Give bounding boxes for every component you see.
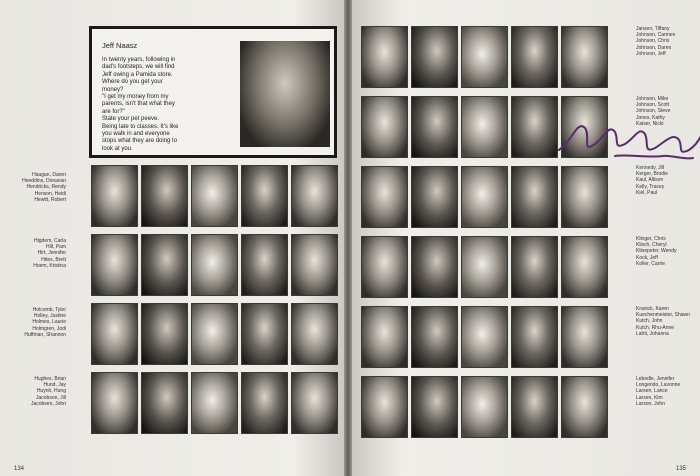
right-names-row-2: Johnson, Mike Johnson, Scott Johnson, Steve Jones, Kathy Kaiser, Nicki [636,96,671,127]
page-number-right: 135 [676,466,687,472]
left-names-row-1: Haugan, Daren Heeddins, Donavan Hendricks, Rendy Henson, Heidi Hewitt, Robert [22,172,66,203]
student-portrait-photo [461,306,508,368]
book-gutter [344,0,352,476]
student-portrait-photo [411,236,458,298]
student-portrait-photo [361,376,408,438]
student-portrait-photo [411,26,458,88]
student-portrait-photo [411,166,458,228]
student-portrait-photo [191,165,238,227]
student-portrait-photo [291,165,338,227]
student-portrait-photo [361,236,408,298]
student-portrait-photo [461,26,508,88]
student-portrait-photo [241,234,288,296]
student-portrait-photo [91,372,138,434]
left-names-row-3: Holcomb, Tyler Holley, Justine Holmes, Laurie Holmgren, Jodi Huffman, Shannon [24,307,66,338]
student-portrait-photo [361,96,408,158]
right-names-row-3: Kennedy, Jill Kerger, Brodie Kaul, Allison Kelly, Tracey Kiel, Paul [636,165,668,196]
student-portrait-photo [141,303,188,365]
student-portrait-photo [291,234,338,296]
student-portrait-photo [461,96,508,158]
feature-box [89,26,337,158]
feature-title: Jeff Naasz [102,41,138,50]
student-portrait-photo [361,26,408,88]
student-portrait-photo [241,303,288,365]
student-portrait-photo [511,166,558,228]
right-names-row-1: Jansen, Tiffany Johnson, Carmen Johnson, Chris Johnson, Daren Johnson, Jeff [636,26,676,57]
student-portrait-photo [291,372,338,434]
right-names-row-5: Kranick, Karen Kuechenmeister, Shawn Kutch, John Kutch, Rhu-Anne Lahti, Johanna [636,306,690,337]
feature-quote: In twenty years, following in dad's footsteps, we will find Jeff owing a Pamida store. Where do you get your money? "I get my money from my parents, isn't that what they are for?" State your pet peeve. Being late to classes. It's like you walk in and everyone stops what they are doing to look at you. [102,57,179,152]
page-number-left: 134 [14,466,25,472]
student-portrait-photo [511,26,558,88]
student-portrait-photo [411,96,458,158]
student-portrait-photo [461,376,508,438]
student-portrait-photo [91,234,138,296]
left-names-row-4: Hughes, Brian Hund, Jay Huynh, Hung Jacobson, Jill Jacobsen, John [30,376,66,407]
feature-portrait [240,41,330,147]
student-portrait-photo [241,372,288,434]
student-portrait-photo [361,306,408,368]
student-portrait-photo [291,303,338,365]
student-portrait-photo [561,376,608,438]
student-portrait-photo [241,165,288,227]
student-portrait-photo [511,306,558,368]
student-portrait-photo [411,306,458,368]
student-portrait-photo [141,165,188,227]
student-portrait-photo [141,234,188,296]
student-portrait-photo [411,376,458,438]
student-portrait-photo [91,303,138,365]
student-portrait-photo [461,236,508,298]
student-portrait-photo [141,372,188,434]
student-portrait-photo [91,165,138,227]
student-portrait-photo [511,376,558,438]
student-portrait-photo [511,96,558,158]
student-portrait-photo [561,236,608,298]
student-portrait-photo [191,303,238,365]
handwritten-signature [555,110,700,168]
student-portrait-photo [561,166,608,228]
right-names-row-4: Klinger, Chris Klisch, Cheryl Klinepeter, Wendy Kock, Jeff Koller, Carrie [636,236,677,267]
student-portrait-photo [561,306,608,368]
student-portrait-photo [191,234,238,296]
student-portrait-photo [561,26,608,88]
student-portrait-photo [361,166,408,228]
right-names-row-6: Lebedle, Jennifer Longendo, Lavonne Larsen, Lance Larsen, Kim Larson, John [636,376,681,407]
student-portrait-photo [191,372,238,434]
student-portrait-photo [461,166,508,228]
student-portrait-photo [511,236,558,298]
left-names-row-2: Higdem, Carla Hill, Pam Hirt, Jennifer Hites, Brett Hoem, Kristina [33,238,66,269]
